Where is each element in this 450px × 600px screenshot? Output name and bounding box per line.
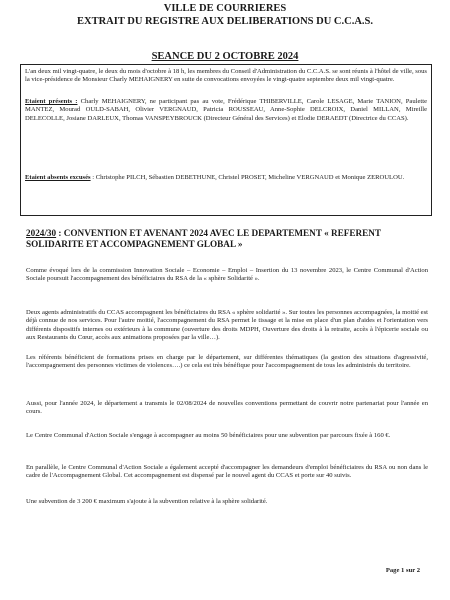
present-list: Charly MEHAIGNERY, ne participant pas au vote, Frédérique THIBERVILLE, Carole LESAGE, Marie TANION, Paulette MANTEZ, Mourad OULD-SABAH, Olivier VERGNAUD, Patricia ROUSSEAU, Anne-Sophie DELCROIX, Daniel MILLAN, Mireille DELECOLLE, Josiane DARLEUX, Thomas VANSPEYBROUCK (Directeur Général des Services) et Elodie DERAEDT (Directrice du CCAS).: [25, 98, 427, 122]
absent-paragraph: [25, 174, 427, 182]
body-paragraph: En parallèle, le Centre Communal d'Action Sociale a également accepté d'accompagner les demandeurs d'emploi bénéficiaires du RSA ou non dans le cadre de l'Accompagnement Global. Cet accompagnement est dispensé par le nouvel agent du CCAS et porte sur 40 suivis.: [26, 464, 428, 480]
session-title: SEANCE DU 2 OCTOBRE 2024: [151, 51, 299, 62]
city-title: VILLE DE COURRIERES: [163, 3, 287, 14]
deliberation-title: : CONVENTION ET AVENANT 2024 AVEC LE DEPARTEMENT « REFERENT SOLIDARITE ET ACCOMPAGNEMENT GLOBAL »: [26, 228, 381, 249]
body-paragraph: Les référents bénéficient de formations prises en charge par le département, sur différentes thématiques (la gestion des situations d'agressivité, l'accompagnement des personnes victimes de violences….) ce cela est très bénéfique pour l'accompagnement de tous les administrés du territoire.: [26, 354, 428, 370]
body-paragraph: Comme évoqué lors de la commission Innovation Sociale – Economie – Emploi – Insertion du 13 novembre 2023, le Centre Communal d'Action Sociale poursuit l'accompagnement des bénéficiaires du RSA de la « sphère Solidarité ».: [26, 267, 428, 283]
page-number: Page 1 sur 2: [385, 567, 420, 574]
deliberation-number: 2024/30: [26, 228, 57, 238]
section-heading: [26, 228, 428, 249]
present-paragraph: [25, 98, 427, 123]
body-paragraph: Aussi, pour l'année 2024, le département a transmis le 02/08/2024 de nouvelles conventions permettant de couvrir notre partenariat pour l'année en cours.: [26, 400, 428, 416]
body-paragraph: Une subvention de 3 200 € maximum s'ajoute à la subvention relative à la sphère solidarité.: [26, 498, 268, 505]
body-paragraph: Deux agents administratifs du CCAS accompagnent les bénéficiaires du RSA « sphère solidarité ». Sur toutes les personnes accompagnées, la moitié est déjà connue de nos services. Pour l'autre moitié, l'accompagnement du RSA permet le tissage et la mise en place d'un plan d'aides et l'orientation vers différents dispositifs internes ou extérieurs à la commune (ouverture des droits MDPH, Ouverture des droits à la retraite, accès à l'épicerie sociale ou aux Restaurants du Cœur, accès aux animations proposées par la ville…).: [26, 309, 428, 341]
absent-list: : Christophe PILCH, Sébastien DEBETHUNE, Christel PROSET, Micheline VERGNAUD et Monique ZEROULOU.: [90, 174, 405, 181]
body-paragraph: Le Centre Communal d'Action Sociale s'engage à accompagner au moins 50 bénéficiaires pour une subvention par parcours fixée à 160 €.: [26, 432, 391, 439]
register-title: EXTRAIT DU REGISTRE AUX DELIBERATIONS DU C.C.A.S.: [76, 16, 373, 27]
absent-label: Etaient absents excusés: [25, 174, 91, 181]
attendance-box: [20, 64, 432, 216]
present-label: Etaient présents :: [25, 98, 78, 105]
intro-paragraph: L'an deux mil vingt-quatre, le deux du mois d'octobre à 18 h, les membres du Conseil d'Administration du C.C.A.S. se sont réunis à l'hôtel de ville, sous la vice-présidence de Monsieur Charly MEHAIGNERY en suite de convocations envoyées le vingt-quatre septembre deux mil vingt-quatre.: [25, 68, 427, 84]
